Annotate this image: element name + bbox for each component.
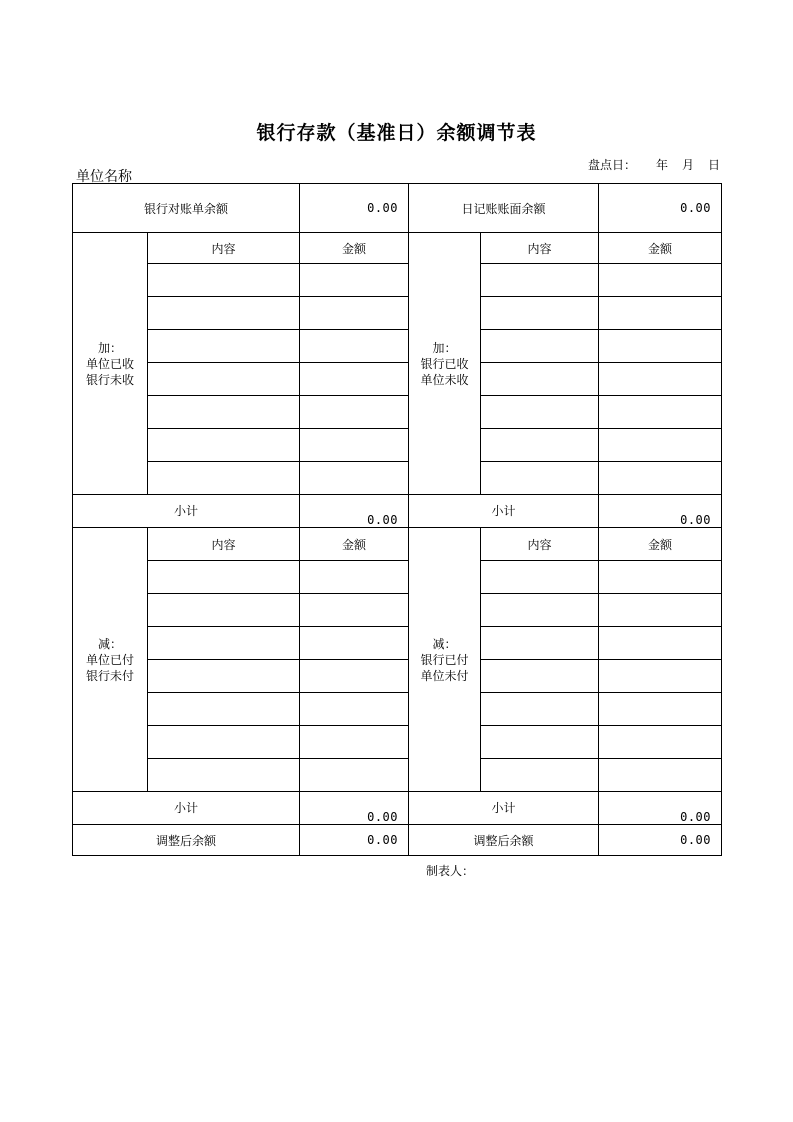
month-label: 月 — [682, 158, 695, 172]
entry-cell[interactable] — [300, 363, 409, 396]
entry-cell[interactable] — [481, 660, 599, 693]
add-left-subtotal-label: 小计 — [73, 495, 300, 528]
balance-row — [73, 184, 722, 233]
bank-statement-balance-label: 银行对账单余额 — [73, 184, 300, 233]
adjusted-right-label: 调整后余额 — [409, 825, 599, 856]
entry-cell[interactable] — [300, 693, 409, 726]
add-entry-row — [73, 363, 722, 396]
entry-cell[interactable] — [148, 726, 300, 759]
sub-entry-row — [73, 561, 722, 594]
entry-cell[interactable] — [300, 726, 409, 759]
sub-left-subtotal-value[interactable]: 0.00 — [300, 792, 409, 825]
entry-cell[interactable] — [599, 627, 722, 660]
entry-cell[interactable] — [148, 660, 300, 693]
entry-cell[interactable] — [148, 363, 300, 396]
entry-cell[interactable] — [481, 594, 599, 627]
entry-cell[interactable] — [481, 693, 599, 726]
entry-cell[interactable] — [300, 330, 409, 363]
entry-cell[interactable] — [300, 627, 409, 660]
entry-cell[interactable] — [599, 660, 722, 693]
sub-entry-row — [73, 759, 722, 792]
entry-cell[interactable] — [481, 759, 599, 792]
entry-cell[interactable] — [300, 660, 409, 693]
entry-cell[interactable] — [481, 462, 599, 495]
add-entry-row — [73, 396, 722, 429]
entry-cell[interactable] — [148, 297, 300, 330]
entry-cell[interactable] — [148, 693, 300, 726]
add-entry-row — [73, 297, 722, 330]
entry-cell[interactable] — [599, 264, 722, 297]
sub-entry-row — [73, 660, 722, 693]
entry-cell[interactable] — [599, 726, 722, 759]
add-left-amount-header: 金额 — [300, 233, 409, 264]
add-right-amount-header: 金额 — [599, 233, 722, 264]
entry-cell[interactable] — [481, 726, 599, 759]
entry-cell[interactable] — [148, 627, 300, 660]
entry-cell[interactable] — [481, 297, 599, 330]
entry-cell[interactable] — [599, 561, 722, 594]
entry-cell[interactable] — [300, 561, 409, 594]
add-subtotal-row — [73, 495, 722, 528]
entry-cell[interactable] — [148, 264, 300, 297]
entry-cell[interactable] — [148, 462, 300, 495]
count-date — [588, 156, 720, 173]
entry-cell[interactable] — [599, 462, 722, 495]
unit-name-label: 单位名称 — [76, 169, 132, 185]
entry-cell[interactable] — [148, 594, 300, 627]
sub-left-subtotal-label: 小计 — [73, 792, 300, 825]
add-left-subtotal-value[interactable]: 0.00 — [300, 495, 409, 528]
sub-header-row — [73, 528, 722, 561]
entry-cell[interactable] — [599, 693, 722, 726]
entry-cell[interactable] — [148, 429, 300, 462]
entry-cell[interactable] — [481, 396, 599, 429]
add-header-row — [73, 233, 722, 264]
count-date-label: 盘点日： — [588, 158, 637, 172]
add-entry-row — [73, 330, 722, 363]
sub-subtotal-row — [73, 792, 722, 825]
add-entry-row — [73, 462, 722, 495]
entry-cell[interactable] — [599, 429, 722, 462]
sub-entry-row — [73, 726, 722, 759]
entry-cell[interactable] — [481, 330, 599, 363]
bank-statement-balance-value[interactable]: 0.00 — [300, 184, 409, 233]
journal-book-balance-label: 日记账账面余额 — [409, 184, 599, 233]
entry-cell[interactable] — [148, 330, 300, 363]
sub-entry-row — [73, 594, 722, 627]
sub-right-content-header: 内容 — [481, 528, 599, 561]
day-label: 日 — [708, 158, 721, 172]
adjusted-left-value[interactable]: 0.00 — [300, 825, 409, 856]
sub-right-subtotal-label: 小计 — [409, 792, 599, 825]
entry-cell[interactable] — [300, 594, 409, 627]
adjusted-left-label: 调整后余额 — [73, 825, 300, 856]
preparer-label: 制表人： — [426, 864, 475, 878]
entry-cell[interactable] — [148, 759, 300, 792]
entry-cell[interactable] — [148, 396, 300, 429]
add-right-content-header: 内容 — [481, 233, 599, 264]
entry-cell[interactable] — [300, 429, 409, 462]
entry-cell[interactable] — [481, 561, 599, 594]
sub-entry-row — [73, 627, 722, 660]
add-entry-row — [73, 429, 722, 462]
sub-right-subtotal-value[interactable]: 0.00 — [599, 792, 722, 825]
entry-cell[interactable] — [599, 363, 722, 396]
entry-cell[interactable] — [599, 297, 722, 330]
entry-cell[interactable] — [599, 330, 722, 363]
year-label: 年 — [656, 158, 669, 172]
entry-cell[interactable] — [599, 759, 722, 792]
add-left-label: 加： 单位已收 银行未收 — [73, 233, 148, 495]
entry-cell[interactable] — [481, 363, 599, 396]
add-left-content-header: 内容 — [148, 233, 300, 264]
entry-cell[interactable] — [300, 297, 409, 330]
entry-cell[interactable] — [481, 429, 599, 462]
sub-left-label: 减： 单位已付 银行未付 — [73, 528, 148, 792]
sub-right-amount-header: 金额 — [599, 528, 722, 561]
entry-cell[interactable] — [148, 561, 300, 594]
entry-cell[interactable] — [481, 264, 599, 297]
sub-right-label: 减： 银行已付 单位未付 — [409, 528, 481, 792]
entry-cell[interactable] — [599, 396, 722, 429]
journal-book-balance-value[interactable]: 0.00 — [599, 184, 722, 233]
entry-cell[interactable] — [481, 627, 599, 660]
entry-cell[interactable] — [599, 594, 722, 627]
sub-entry-row — [73, 693, 722, 726]
add-right-subtotal-value[interactable]: 0.00 — [599, 495, 722, 528]
entry-cell[interactable] — [300, 462, 409, 495]
sub-left-amount-header: 金额 — [300, 528, 409, 561]
adjusted-balance-row — [73, 825, 722, 856]
reconciliation-table — [72, 183, 722, 856]
add-right-subtotal-label: 小计 — [409, 495, 599, 528]
page-title: 银行存款（基准日）余额调节表 — [256, 122, 537, 144]
entry-cell[interactable] — [300, 759, 409, 792]
add-entry-row — [73, 264, 722, 297]
adjusted-right-value[interactable]: 0.00 — [599, 825, 722, 856]
sub-left-content-header: 内容 — [148, 528, 300, 561]
add-right-label: 加： 银行已收 单位未收 — [409, 233, 481, 495]
entry-cell[interactable] — [300, 264, 409, 297]
entry-cell[interactable] — [300, 396, 409, 429]
